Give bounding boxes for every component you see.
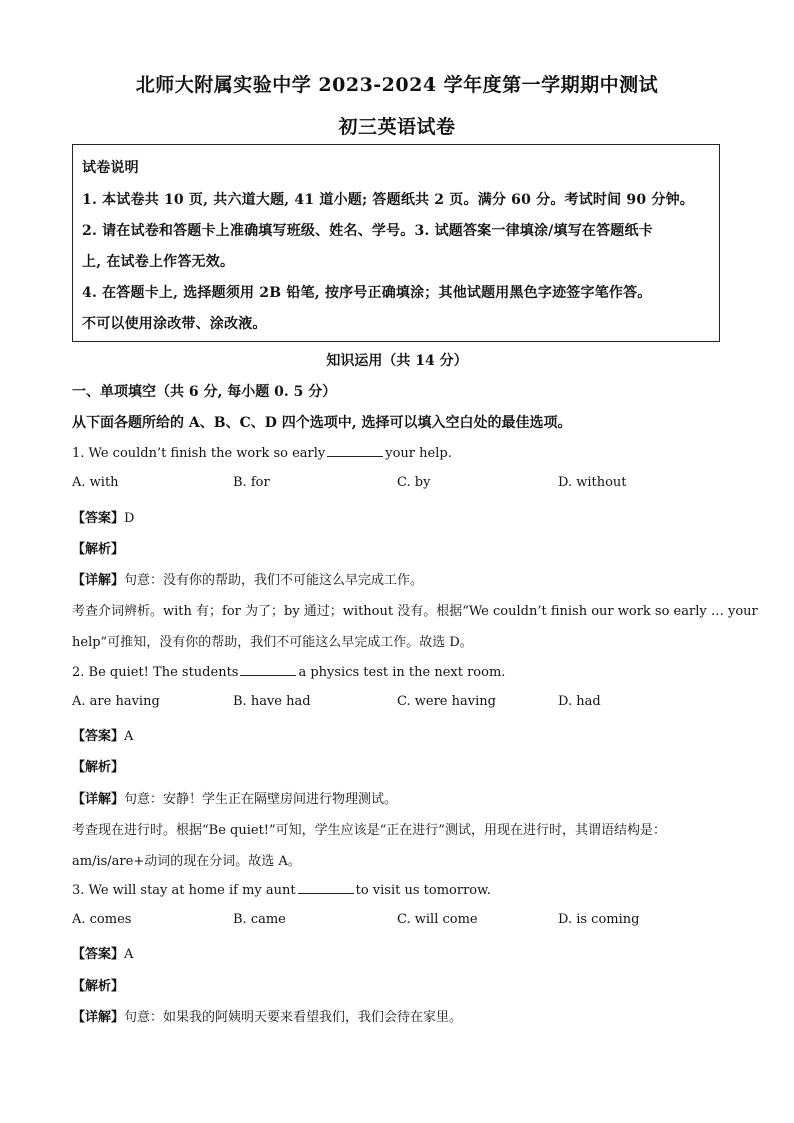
answer-value: A	[124, 947, 134, 962]
option: D. without	[558, 475, 627, 490]
explanation-line: help”可推知，没有你的帮助，我们不可能这么早完成工作。故选 D。	[72, 635, 473, 650]
option: A. are having	[72, 694, 160, 709]
answer-value: D	[124, 511, 135, 526]
detail-text: 句意：如果我的阿姨明天要来看望我们，我们会待在家里。	[124, 1010, 463, 1025]
option: C. by	[397, 475, 431, 490]
notice-line: 2. 请在试卷和答题卡上准确填写班级、姓名、学号。3. 试题答案一律填涂/填写在答题纸卡	[82, 223, 653, 239]
exam-title: 北师大附属实验中学 2023-2024 学年度第一学期期中测试	[135, 74, 659, 96]
exam-subtitle: 初三英语试卷	[338, 116, 456, 138]
analysis-row	[72, 756, 124, 775]
explanation-line: 考查介词辨析。with 有；for 为了；by 通过；without 没有。根据“We couldn’t finish our work so early … your	[72, 604, 758, 619]
section-title: 知识运用（共 14 分）	[326, 353, 468, 369]
answer-blank	[327, 444, 383, 457]
notice-line: 不可以使用涂改带、涂改液。	[82, 316, 267, 332]
notice-line: 4. 在答题卡上, 选择题须用 2B 铅笔, 按序号正确填涂；其他试题用黑色字迹签字笔作答。	[82, 285, 652, 301]
option: B. came	[233, 912, 286, 927]
detail-label: 【详解】	[72, 1010, 125, 1025]
answer-label: 【答案】	[72, 729, 125, 744]
answer-row	[72, 507, 134, 526]
option: A. with	[72, 475, 119, 490]
stem-text: 1. We couldn’t finish the work so early	[72, 446, 326, 461]
analysis-row	[72, 538, 124, 557]
question-stem	[72, 444, 452, 461]
analysis-row	[72, 975, 124, 994]
answer-value: A	[124, 729, 134, 744]
question-stem	[72, 663, 505, 680]
notice-line: 上, 在试卷上作答无效。	[82, 254, 235, 270]
option: C. were having	[397, 694, 496, 709]
answer-label: 【答案】	[72, 947, 125, 962]
option: B. for	[233, 475, 270, 490]
option: A. comes	[72, 912, 132, 927]
notice-heading: 试卷说明	[82, 160, 139, 176]
analysis-label: 【解析】	[72, 760, 125, 775]
analysis-label: 【解析】	[72, 542, 125, 557]
explanation-line: am/is/are+动词的现在分词。故选 A。	[72, 854, 301, 869]
stem-text: a physics test in the next room.	[298, 665, 506, 680]
analysis-label: 【解析】	[72, 979, 125, 994]
stem-text: to visit us tomorrow.	[355, 883, 491, 898]
stem-text: your help.	[385, 446, 452, 461]
stem-text: 2. Be quiet! The students	[72, 665, 239, 680]
detail-text: 句意：安静！学生正在隔壁房间进行物理测试。	[124, 792, 398, 807]
option: C. will come	[397, 912, 478, 927]
answer-row	[72, 943, 133, 962]
answer-blank	[240, 663, 296, 676]
question-stem	[72, 881, 491, 898]
stem-text: 3. We will stay at home if my aunt	[72, 883, 296, 898]
part-instruction: 从下面各题所给的 A、B、C、D 四个选项中, 选择可以填入空白处的最佳选项。	[72, 415, 572, 431]
answer-blank	[298, 881, 354, 894]
answer-label: 【答案】	[72, 511, 125, 526]
notice-line: 1. 本试卷共 10 页, 共六道大题, 41 道小题; 答题纸共 2 页。满分 60 分。考试时间 90 分钟。	[82, 192, 694, 208]
option: D. had	[558, 694, 601, 709]
detail-row	[72, 569, 423, 588]
option: B. have had	[233, 694, 311, 709]
detail-text: 句意：没有你的帮助，我们不可能这么早完成工作。	[124, 573, 424, 588]
answer-row	[72, 725, 133, 744]
part-title: 一、单项填空（共 6 分, 每小题 0. 5 分）	[72, 384, 337, 400]
detail-label: 【详解】	[72, 573, 125, 588]
detail-row	[72, 1006, 462, 1025]
option: D. is coming	[558, 912, 640, 927]
exam-notice-box	[72, 144, 720, 342]
detail-row	[72, 788, 397, 807]
detail-label: 【详解】	[72, 792, 125, 807]
explanation-line: 考查现在进行时。根据“Be quiet!”可知，学生应该是“正在进行”测试，用现在进行时，其谓语结构是：	[72, 823, 666, 838]
